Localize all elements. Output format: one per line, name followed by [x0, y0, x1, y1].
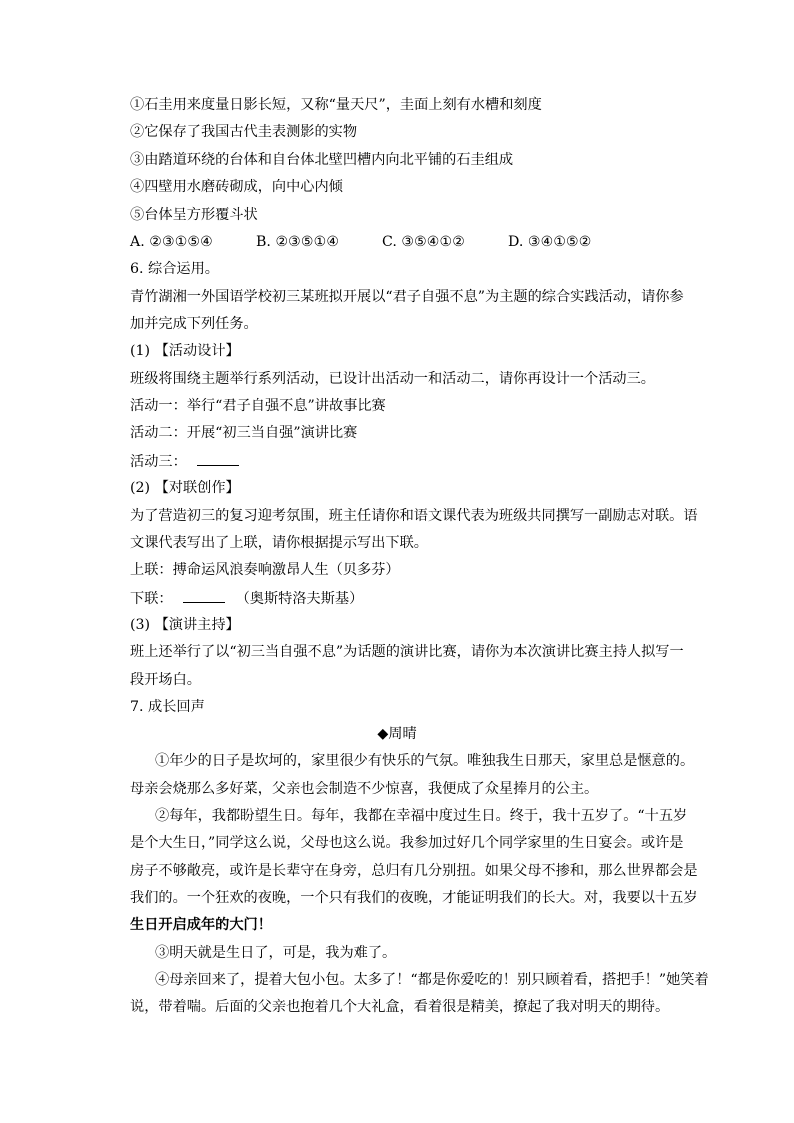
q6-activity-3-prefix: 活动三： [130, 454, 187, 470]
q6-activity-3-blank[interactable] [197, 451, 239, 466]
q7-para-2-line-2: 是个大生日，”同学这么说，父母也这么说。我参加过好几个同学家里的生日宴会。或许是 [130, 835, 684, 851]
q5-item-3: ③由踏道环绕的台体和自台体北壁凹槽内向北平铺的石圭组成 [130, 152, 514, 168]
q5-item-2: ②它保存了我国古代圭表测影的实物 [130, 124, 358, 140]
q7-para-3: ③明天就是生日了，可是，我为难了。 [155, 945, 397, 961]
q7-para-1-line-2: 母亲会烧那么多好菜，父亲也会制造不少惊喜，我便成了众星捧月的公主。 [130, 781, 599, 797]
q5-option-c[interactable]: C. ③⑤④①② [382, 234, 465, 250]
q6-lower-blank[interactable] [183, 588, 225, 603]
q6-lower-couplet [130, 588, 690, 608]
q5-item-4: ④四壁用水磨砖砌成，向中心内倾 [130, 179, 343, 195]
q7-para-2-line-1: ②每年，我都盼望生日。每年，我都在幸福中度过生日。终于，我十五岁了。“十五岁 [155, 808, 688, 824]
q6-part1-label: (1) 【活动设计】 [130, 343, 240, 359]
q6-activity-2: 活动二：开展“初三当自强”演讲比赛 [130, 425, 358, 441]
q7-para-1-line-1: ①年少的日子是坎坷的，家里很少有快乐的气氛。唯独我生日那天，家里总是惬意的。 [155, 753, 695, 769]
q7-para-4-line-2: 说，带着喘。后面的父亲也抱着几个大礼盒，看着很是精美，撩起了我对明天的期待。 [130, 999, 670, 1015]
q6-intro-line-1: 青竹湖湘一外国语学校初三某班拟开展以“君子自强不息”为主题的综合实践活动，请你参 [130, 289, 684, 305]
q6-part3-label: (3) 【演讲主持】 [130, 617, 240, 633]
q6-part2-desc-line-2: 文课代表写出了上联，请你根据提示写出下联。 [130, 535, 428, 551]
q7-passage-title: ◆周晴 [377, 726, 417, 742]
q6-heading: 6. 综合运用。 [130, 261, 219, 277]
q6-lower-prefix: 下联： [130, 591, 173, 607]
q6-part3-desc-line-1: 班上还举行了以“初三当自强不息”为话题的演讲比赛，请你为本次演讲比赛主持人拟写一 [130, 644, 684, 660]
q7-heading: 7. 成长回声 [130, 699, 205, 715]
q7-para-2-line-4: 我们的。一个狂欢的夜晚，一个只有我们的夜晚，才能证明我们的长大。对，我要以十五岁 [130, 890, 698, 906]
q6-upper-couplet: 上联：搏命运风浪奏响激昂人生（贝多芬） [130, 562, 400, 578]
q6-activity-3 [130, 451, 690, 471]
q6-intro-line-2: 加并完成下列任务。 [130, 316, 258, 332]
q6-part1-desc: 班级将围绕主题举行系列活动，已设计出活动一和活动二，请你再设计一个活动三。 [130, 371, 655, 387]
q5-option-a[interactable]: A. ②③①⑤④ [130, 234, 213, 250]
q6-lower-suffix: （奥斯特洛夫斯基） [235, 591, 364, 607]
q6-part2-label: (2) 【对联创作】 [130, 480, 240, 496]
q7-para-2-line-3: 房子不够敞亮，或许是长辈守在身旁，总归有几分别扭。如果父母不掺和，那么世界都会是 [130, 863, 698, 879]
q7-para-2-line-5: 生日开启成年的大门！ [130, 917, 272, 933]
q5-item-1: ①石圭用来度量日影长短，又称“量天尺”，圭面上刻有水槽和刻度 [130, 97, 542, 113]
q5-option-d[interactable]: D. ③④①⑤② [508, 234, 592, 250]
q6-part2-desc-line-1: 为了营造初三的复习迎考氛围，班主任请你和语文课代表为班级共同撰写一副励志对联。语 [130, 508, 698, 524]
q6-part3-desc-line-2: 段开场白。 [130, 672, 201, 688]
q7-para-4-line-1: ④母亲回来了，提着大包小包。太多了！“都是你爱吃的！别只顾着看，搭把手！”她笑着 [155, 972, 709, 988]
q6-activity-1: 活动一：举行“君子自强不息”讲故事比赛 [130, 398, 386, 414]
q5-item-5: ⑤台体呈方形覆斗状 [130, 207, 258, 223]
q5-option-b[interactable]: B. ②③⑤①④ [256, 234, 340, 250]
